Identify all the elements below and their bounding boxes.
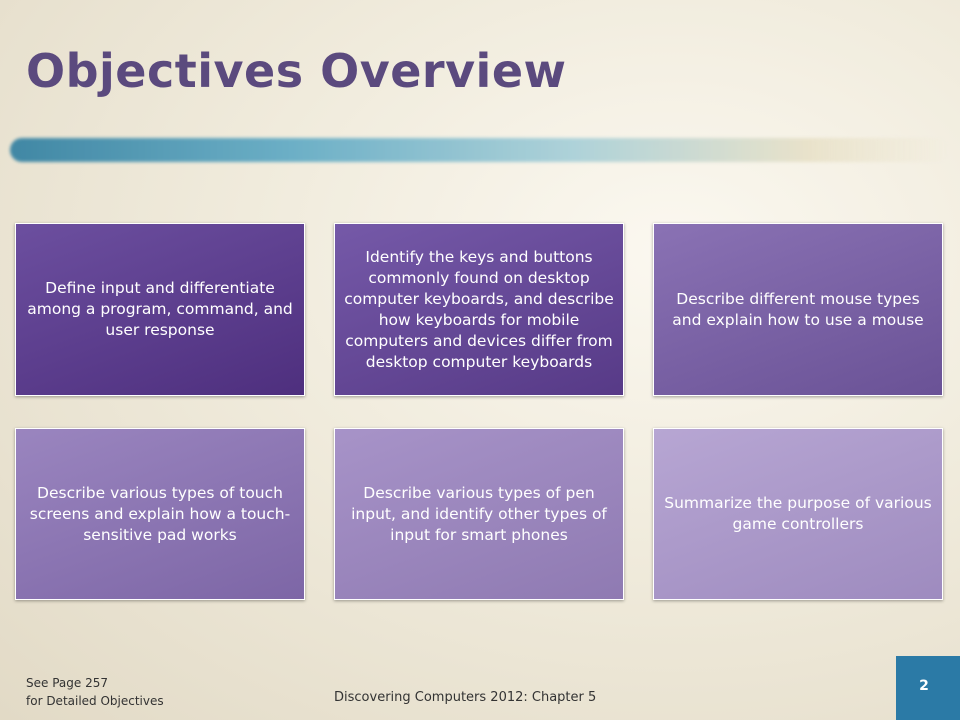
objective-card-1 xyxy=(15,223,305,396)
objective-text-5: Describe various types of pen input, and identify other types of input for smart phones xyxy=(351,483,607,544)
brush-stroke-divider xyxy=(10,138,950,162)
slide-title: Objectives Overview xyxy=(26,44,567,98)
objective-card-2 xyxy=(334,223,624,396)
page-reference-note xyxy=(26,674,164,710)
objective-card-4 xyxy=(15,428,305,600)
objective-text-1: Define input and differentiate among a program, command, and user response xyxy=(27,279,293,339)
objective-card-5 xyxy=(334,428,624,600)
objective-text-6: Summarize the purpose of various game controllers xyxy=(664,494,932,533)
page-number: 2 xyxy=(919,678,929,694)
slide-footer: Discovering Computers 2012: Chapter 5 xyxy=(334,690,597,705)
objective-text-3: Describe different mouse types and explain how to use a mouse xyxy=(672,289,924,329)
objective-card-6 xyxy=(653,428,943,600)
objective-text-2: Identify the keys and buttons commonly found on desktop computer keyboards, and describe how keyboards for mobile computers and devices differ from desktop computer keyboards xyxy=(344,247,614,371)
page-number-box xyxy=(896,656,960,720)
page-reference-line-2: for Detailed Objectives xyxy=(26,694,164,708)
objective-card-3 xyxy=(653,223,943,396)
page-reference-line-1: See Page 257 xyxy=(26,676,108,690)
objective-text-4: Describe various types of touch screens and explain how a touch-sensitive pad works xyxy=(29,483,291,544)
